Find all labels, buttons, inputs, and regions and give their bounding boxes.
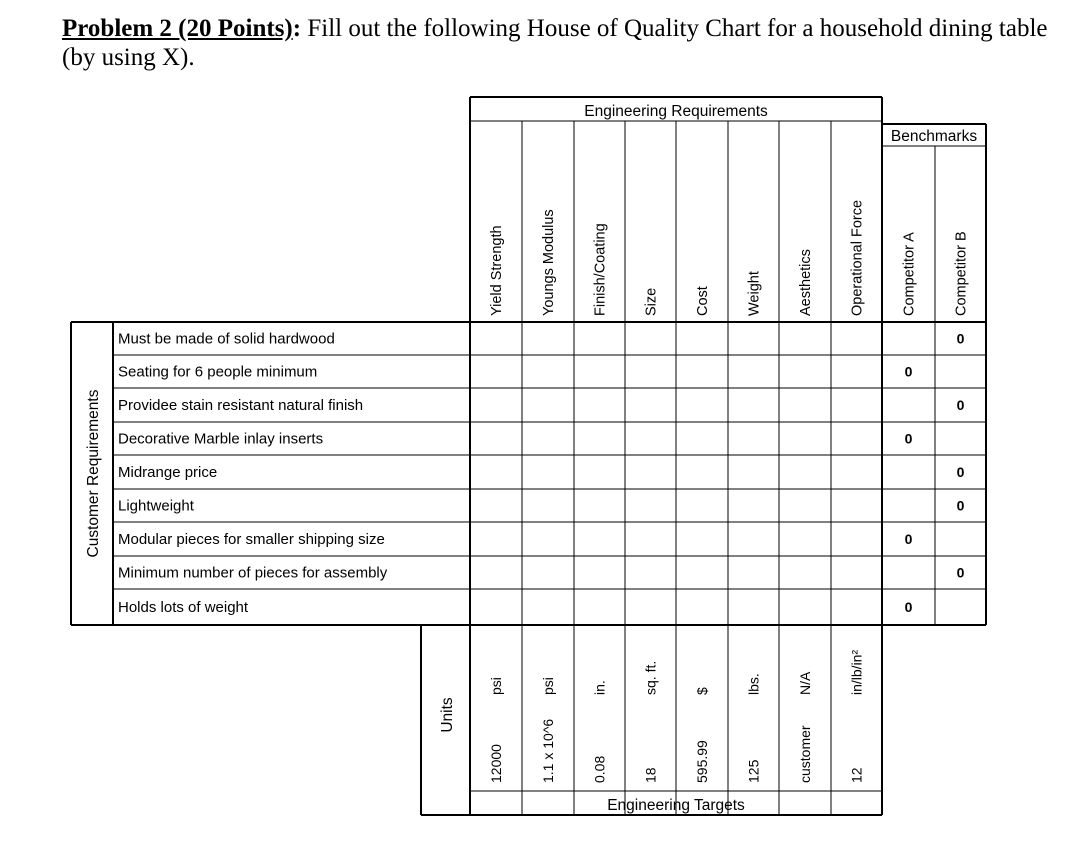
unit-value: lbs. [745,673,762,695]
problem-colon: : [292,15,302,42]
benchmark-mark: 0 [904,430,913,447]
customer-requirement: Modular pieces for smaller shipping size [118,531,385,548]
target-value: 595.99 [694,740,710,783]
unit-value: psi [540,677,556,695]
unit-value: N/A [797,671,813,695]
unit-value: in/lb/in² [848,649,865,695]
eng-req-header: Aesthetics [798,249,814,316]
eng-req-header: Finish/Coating [592,223,609,316]
customer-requirement: Decorative Marble inlay inserts [118,430,324,448]
benchmark-mark: 0 [956,397,965,413]
customer-requirements-title: Customer Requirements [85,389,102,558]
engineering-targets-title: Engineering Targets [607,797,745,814]
unit-value: psi [488,677,504,695]
unit-value: sq. ft. [642,660,659,695]
engineering-requirements-title: Engineering Requirements [584,103,768,120]
target-value: customer [797,725,813,783]
problem-label: Problem 2 (20 Points) [62,15,293,42]
benchmark-mark: 0 [956,330,965,347]
eng-req-header: Youngs Modulus [541,209,557,316]
target-value: 12 [848,767,865,783]
units-label: Units [439,697,456,733]
eng-req-header: Operational Force [849,199,866,316]
target-value: 12000 [488,744,504,783]
problem-text: Fill out the following House of Quality Chart for a household dining table (by using X). [62,15,1048,71]
customer-requirement: Lightweight [118,497,194,515]
benchmarks-title: Benchmarks [890,128,978,145]
customer-requirement: Midrange price [118,464,218,481]
benchmark-mark: 0 [956,564,965,581]
competitor-header: Competitor B [953,231,970,316]
target-value: 0.08 [591,755,608,783]
customer-requirement: Providee stain resistant natural finish [118,397,364,414]
benchmark-mark: 0 [956,464,965,480]
target-value: 18 [642,767,659,783]
target-value: 125 [745,759,762,783]
customer-requirement: Minimum number of pieces for assembly [118,564,388,582]
benchmark-mark: 0 [904,363,913,380]
target-value: 1.1 x 10^6 [540,718,556,783]
unit-value: in. [591,680,608,695]
customer-requirement: Holds lots of weight [118,599,249,616]
customer-requirement: Must be made of solid hardwood [118,330,335,348]
benchmark-mark: 0 [904,531,913,547]
customer-requirement: Seating for 6 people minimum [118,363,318,381]
unit-value: $ [694,687,710,695]
eng-req-header: Weight [746,271,763,316]
eng-req-header: Cost [695,286,711,316]
eng-req-header: Size [643,287,660,316]
eng-req-header: Yield Strength [489,225,505,316]
competitor-header: Competitor A [901,232,918,316]
benchmark-mark: 0 [956,497,965,514]
benchmark-mark: 0 [904,599,913,615]
